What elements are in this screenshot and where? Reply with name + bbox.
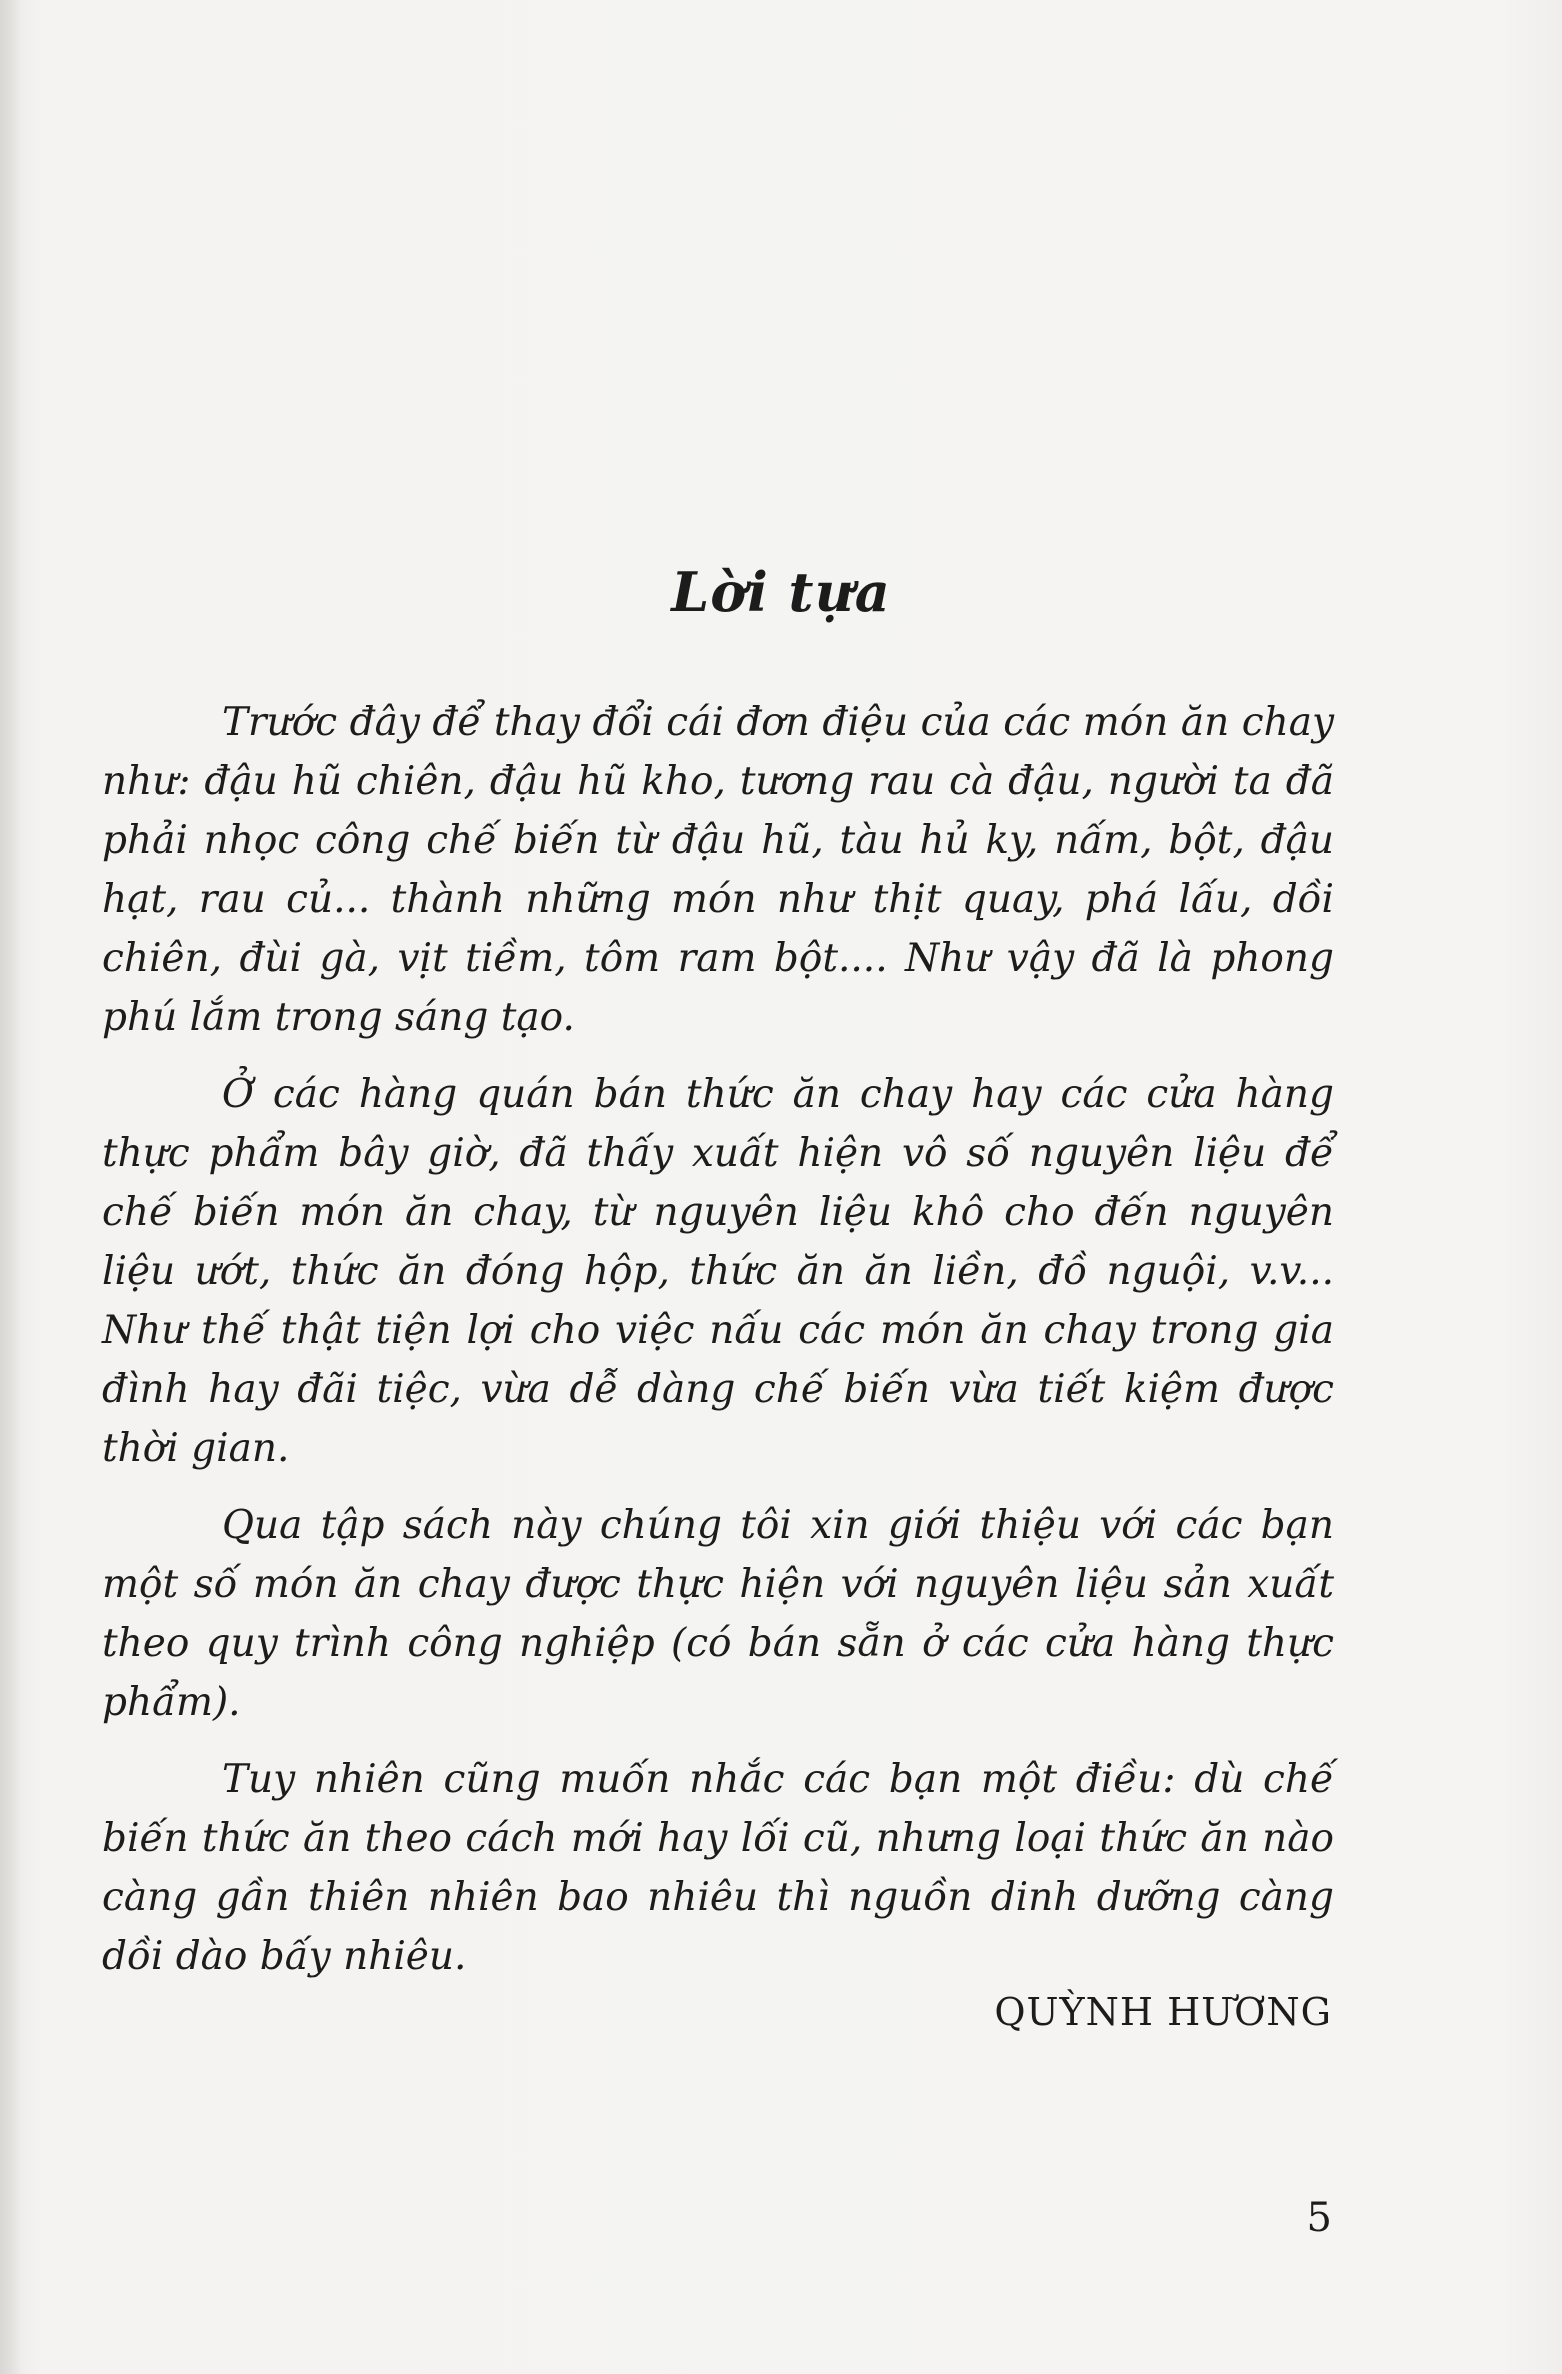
- paragraph-4: Tuy nhiên cũng muốn nhắc các bạn một điều: dù chế biến thức ăn theo cách mới hay lối cũ, nhưng loại thức ăn nào càng gần thiên nhiên bao nhiêu thì nguồn dinh dưỡng càng dồi dào bấy nhiêu.: [102, 1757, 1334, 1979]
- page-edge-shadow: [0, 0, 22, 2374]
- author-signature: QUỲNH HƯƠNG: [994, 1990, 1332, 2034]
- preface-body: [102, 693, 1334, 2004]
- paragraph-2: Ở các hàng quán bán thức ăn chay hay các cửa hàng thực phẩm bây giờ, đã thấy xuất hiện vô số nguyên liệu để chế biến món ăn chay, từ nguyên liệu khô cho đến nguyên liệu ướt, thức ăn đóng hộp, thức ăn ăn liền, đồ nguội, v.v... Như thế thật tiện lợi cho việc nấu các món ăn chay trong gia đình hay đãi tiệc, vừa dễ dàng chế biến vừa tiết kiệm được thời gian.: [102, 1072, 1334, 1471]
- paragraph-1: Trước đây để thay đổi cái đơn điệu của các món ăn chay như: đậu hũ chiên, đậu hũ kho, tương rau cà đậu, người ta đã phải nhọc công chế biến từ đậu hũ, tàu hủ ky, nấm, bột, đậu hạt, rau củ... thành những món như thịt quay, phá lấu, dồi chiên, đùi gà, vịt tiềm, tôm ram bột.... Như vậy đã là phong phú lắm trong sáng tạo.: [102, 700, 1334, 1040]
- page-number: 5: [1306, 2195, 1332, 2241]
- page-title: Lời tựa: [671, 560, 891, 624]
- paragraph-3: Qua tập sách này chúng tôi xin giới thiệu với các bạn một số món ăn chay được thực hiện với nguyên liệu sản xuất theo quy trình công nghiệp (có bán sẵn ở các cửa hàng thực phẩm).: [102, 1503, 1334, 1725]
